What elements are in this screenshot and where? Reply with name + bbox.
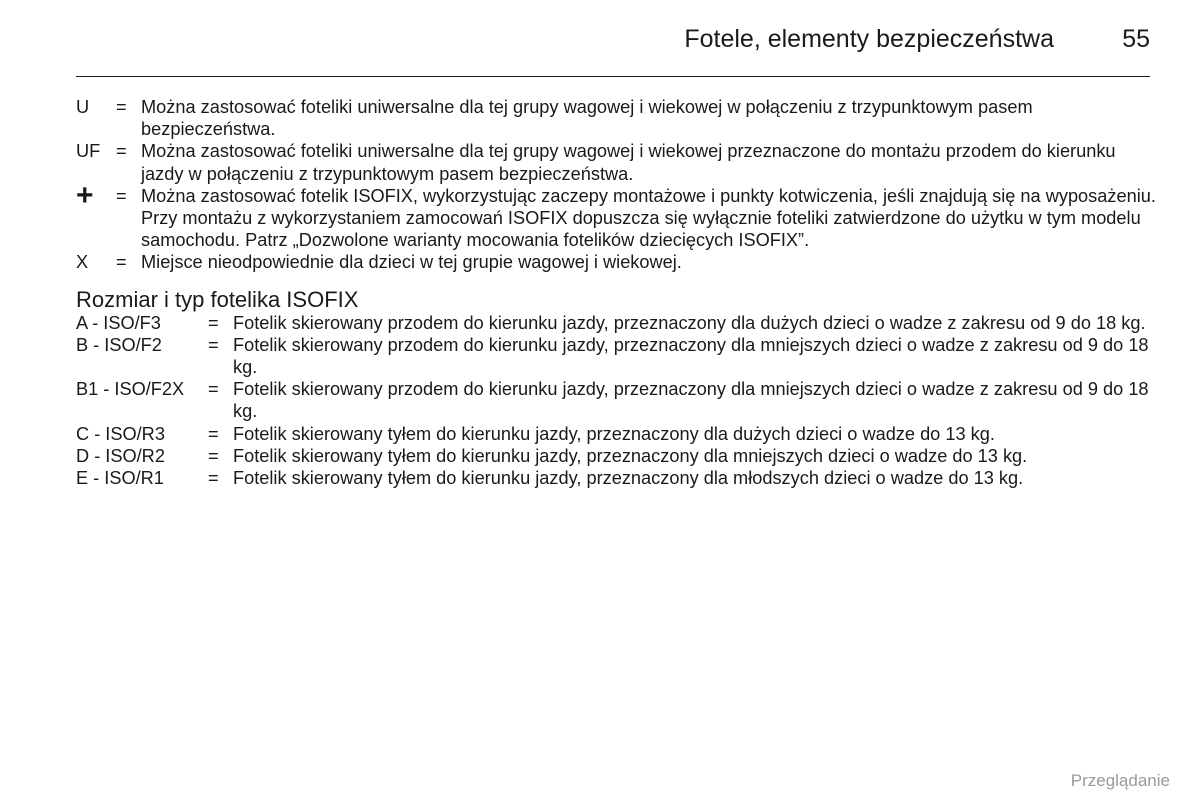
plus-icon: + (76, 178, 94, 212)
size-equals: = (208, 445, 219, 466)
size-code: C - ISO/R3 (76, 423, 165, 444)
legend-item-plus (76, 178, 1156, 252)
size-equals: = (208, 334, 219, 355)
legend-description: Można zastosować foteliki uniwersalne dla tej grupy wagowej i wiekowej przeznaczone do montażu przodem do kierunku jazdy w połączeniu z trzypunktowym pasem bezpieczeństwa. (141, 141, 1116, 184)
size-equals: = (208, 468, 219, 489)
legend-code: X (76, 252, 89, 273)
legend-description: Można zastosować foteliki uniwersalne dla tej grupy wagowej i wiekowej w połączeniu z trzypunktowym pasem bezpieczeństwa. (141, 97, 1033, 140)
size-code: D - ISO/R2 (76, 445, 165, 466)
size-item-b (76, 334, 1156, 378)
size-item-d (76, 445, 1156, 467)
size-description: Fotelik skierowany tyłem do kierunku jazdy, przeznaczony dla młodszych dzieci o wadze do 13 kg. (233, 468, 1024, 489)
size-description: Fotelik skierowany przodem do kierunku jazdy, przeznaczony dla mniejszych dzieci o wadze z zakresu od 9 do 18 kg. (233, 334, 1149, 378)
browse-link[interactable]: Przeglądanie (1070, 771, 1170, 790)
page-title: Fotele, elementy bezpieczeństwa (684, 25, 1054, 53)
size-equals: = (208, 379, 219, 400)
size-description: Fotelik skierowany przodem do kierunku jazdy, przeznaczony dla mniejszych dzieci o wadze z zakresu od 9 do 18 kg. (233, 379, 1149, 422)
legend-description: Miejsce nieodpowiednie dla dzieci w tej grupie wagowej i wiekowej. (141, 252, 682, 273)
size-code: A - ISO/F3 (76, 312, 161, 333)
legend-description: Można zastosować fotelik ISOFIX, wykorzystując zaczepy montażowe i punkty kotwiczenia, jeśli znajdują się na wyposażeniu. Przy montażu z wykorzystaniem zamocowań ISOFIX dopuszcza się wyłącznie foteliki zatwierdzone do użytku w tym modelu samochodu. Patrz „Dozwolone warianty mocowania fotelików dziecięcych ISOFIX”. (141, 185, 1156, 251)
legend-item-uf (76, 140, 1156, 184)
isofix-size-list (76, 312, 1156, 490)
size-equals: = (208, 423, 219, 444)
legend-item-x (76, 251, 1156, 273)
size-code: B - ISO/F2 (76, 334, 162, 355)
size-description: Fotelik skierowany tyłem do kierunku jazdy, przeznaczony dla mniejszych dzieci o wadze do 13 kg. (233, 445, 1028, 466)
page-header (76, 24, 1150, 54)
size-equals: = (208, 312, 219, 333)
page-number: 55 (1122, 25, 1150, 53)
section-heading: Rozmiar i typ fotelika ISOFIX (76, 286, 359, 312)
size-description: Fotelik skierowany przodem do kierunku jazdy, przeznaczony dla dużych dzieci o wadze z zakresu od 9 do 18 kg. (233, 312, 1146, 333)
legend-equals: = (116, 141, 127, 162)
size-item-c (76, 423, 1156, 445)
legend-equals: = (116, 185, 127, 206)
legend-code: UF (76, 141, 101, 162)
size-code: E - ISO/R1 (76, 468, 164, 489)
legend-list (76, 96, 1156, 274)
header-divider (76, 76, 1150, 77)
size-item-b1 (76, 378, 1156, 422)
size-item-a (76, 312, 1156, 334)
size-description: Fotelik skierowany tyłem do kierunku jazdy, przeznaczony dla dużych dzieci o wadze do 13 kg. (233, 423, 995, 444)
legend-equals: = (116, 252, 127, 273)
legend-item-u (76, 96, 1156, 140)
size-code: B1 - ISO/F2X (76, 379, 185, 400)
legend-code: U (76, 97, 90, 117)
legend-equals: = (116, 97, 127, 117)
page-content (76, 96, 1156, 489)
size-item-e (76, 467, 1156, 489)
